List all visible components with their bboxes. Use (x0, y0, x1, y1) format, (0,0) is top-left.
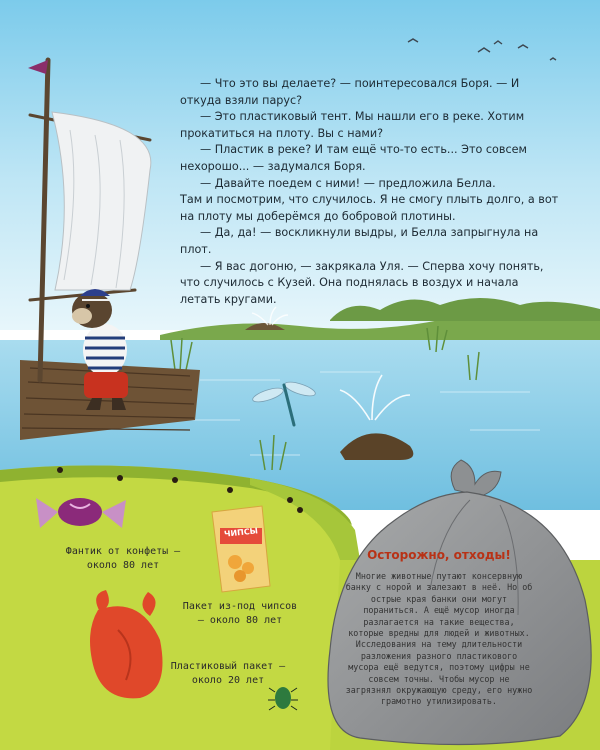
chips-label: Пакет из-под чипсов — около 80 лет (182, 601, 298, 626)
story-paragraph: — Да, да! — воскликнули выдры, и Белла запрыгнула на плот. (180, 226, 539, 256)
story-text (180, 76, 560, 308)
story-paragraph: — Давайте поедем с ними! — предложила Белла. (200, 176, 496, 190)
story-paragraph: — Пластик в реке? И там ещё что-то есть... Это совсем нехорошо... — задумался Боря. (180, 143, 527, 173)
chips-brand: ЧИПСЫ (223, 526, 259, 539)
story-paragraph: — Что это вы делаете? — поинтересовался Боря. — И откуда взяли парус? (180, 77, 520, 107)
chips-bag-picture (212, 506, 270, 592)
bag-label: Пластиковый пакет — около 20 лет (170, 661, 286, 686)
warning-box (345, 548, 533, 708)
story-paragraph: — Я вас догоню, — закрякала Уля. — Сперва хочу понять, что случилось с Кузей. Она поднялась в воздух и начала летать кругами. (180, 259, 544, 306)
warning-title: Осторожно, отходы! (367, 548, 511, 562)
warning-body: Многие животные путают консервную банку с норой и залезают в неё. Но об острые края банки они могут пораниться. А ещё мусор иногда разлагается на такие вещества, которые вредны для людей и животных. Исследования на тему длительности разложения разного пластикового мусора ещё ведутся, поэтому цифры не совсем точны. Чтобы мусор не загрязнял окружающую среду, его нужно грамотно утилизировать. (345, 571, 533, 707)
story-paragraph: Там и посмотрим, что случилось. Я не смогу плыть долго, а вот на плоту мы доберёмся до бобровой плотины. (180, 193, 559, 223)
candy-label: Фантик от конфеты — около 80 лет (65, 546, 181, 571)
story-paragraph: — Это пластиковый тент. Мы нашли его в реке. Хотим прокатиться на плоту. Вы с нами? (180, 110, 525, 140)
